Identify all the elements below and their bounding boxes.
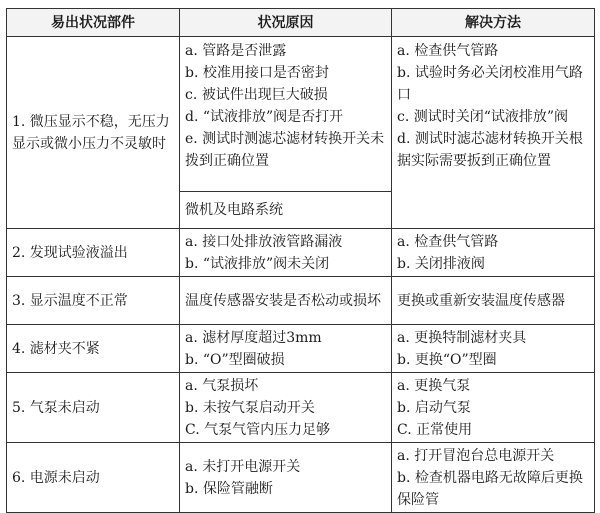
cause-cell: [180, 373, 392, 443]
part-cell: 4. 滤材夹不紧: [7, 325, 180, 373]
header-cause: 状况原因: [180, 9, 392, 37]
cause-item: b. 未按气泵启动开关: [185, 399, 315, 416]
part-cell: 6. 电源未启动: [7, 443, 180, 513]
cause-item: b. “O”型圈破损: [185, 351, 285, 368]
solution-item: a. 更换气泵: [397, 377, 471, 394]
part-cell: 3. 显示温度不正常: [7, 277, 180, 325]
solution-cell: [392, 229, 595, 277]
cause-item: b. “试液排放”阀未关闭: [185, 255, 330, 272]
solution-item: C. 正常使用: [397, 421, 473, 438]
header-row: [7, 9, 595, 37]
table-row: [7, 325, 595, 373]
solution-item: d. 测试时滤芯滤材转换开关根据实际需要扳到正确位置: [397, 131, 583, 169]
solution-item: c. 测试时关闭“试液排放”阀: [397, 109, 569, 125]
cause-item: a. 气泵损坏: [185, 377, 259, 394]
solution-item: b. 关闭排液阀: [397, 255, 485, 272]
cause-item: C. 气泵气管内压力足够: [185, 421, 331, 438]
solution-item: 更换或重新安装温度传感器: [397, 292, 565, 309]
solution-cell: [392, 37, 595, 229]
table-row: [7, 277, 595, 325]
header-part: 易出状况部件: [7, 9, 180, 37]
cause-item: a. 滤材厚度超过3mm: [185, 329, 322, 346]
cause-cell: [180, 277, 392, 325]
cause-cell: 微机及电路系统: [180, 192, 392, 229]
cause-item: 温度传感器安装是否松动或损坏: [185, 292, 381, 309]
solution-cell: [392, 325, 595, 373]
solution-item: a. 检查供气管路: [397, 233, 499, 250]
solution-item: a. 更换特制滤材夹具: [397, 329, 527, 346]
solution-item: a. 打开冒泡台总电源开关: [397, 447, 555, 464]
solution-cell: [392, 277, 595, 325]
solution-item: b. 更换“O”型圈: [397, 351, 497, 368]
table-row: [7, 37, 595, 192]
solution-cell: [392, 443, 595, 513]
cause-item: b. 校准用接口是否密封: [185, 65, 329, 81]
table-row: [7, 373, 595, 443]
part-cell: 2. 发现试验液溢出: [7, 229, 180, 277]
solution-item: a. 检查供气管路: [397, 43, 499, 59]
cause-item: e. 测试时测滤芯滤材转换开关未拨到正确位置: [185, 131, 385, 169]
solution-item: b. 试验时务必关闭校准用气路口: [397, 65, 583, 103]
cause-item: b. 保险管融断: [185, 480, 273, 497]
solution-item: b. 启动气泵: [397, 399, 471, 416]
cause-item: a. 接口处排放液管路漏液: [185, 233, 343, 250]
troubleshooting-table: [6, 8, 595, 513]
cause-item: a. 未打开电源开关: [185, 458, 301, 475]
cause-cell: [180, 229, 392, 277]
solution-item: b. 检查机器电路无故障后更换保险管: [397, 469, 583, 508]
header-solution: 解决方法: [392, 9, 595, 37]
solution-cell: [392, 373, 595, 443]
cause-cell: [180, 325, 392, 373]
table-row: [7, 229, 595, 277]
cause-cell: [180, 37, 392, 192]
cause-item: a. 管路是否泄露: [185, 43, 287, 59]
cause-item: d. “试液排放”阀是否打开: [185, 109, 344, 125]
cause-item: c. 被试件出现巨大破损: [185, 87, 328, 103]
cause-cell: [180, 443, 392, 513]
part-cell: 1. 微压显示不稳，无压力显示或微小压力不灵敏时: [7, 37, 180, 229]
part-cell: 5. 气泵未启动: [7, 373, 180, 443]
table-row: [7, 443, 595, 513]
